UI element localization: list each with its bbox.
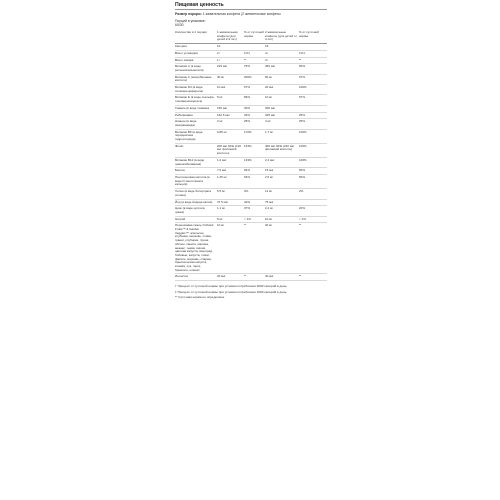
nutrient-value: 20 мг: [265, 223, 299, 274]
nutrient-value: 200%: [244, 74, 265, 84]
nutrient-name: Витамин B12 (в виде цианокобаламина): [175, 157, 215, 167]
footnote: † Процент от суточной нормы при условии потребления 2000 калорий в день.: [175, 284, 288, 289]
nutrient-value: 60 мг: [265, 74, 299, 84]
footnotes: [175, 284, 327, 301]
nutrient-value: 2,4 мкг: [265, 157, 299, 167]
nutrient-name: Йод (в виде йодида калия): [175, 199, 215, 206]
nutrient-value: 83%: [244, 95, 265, 105]
nutrient-value: 5,5 мг: [215, 189, 244, 199]
nutrient-value: 200 мкг DFE (120 мкг фолиевой кислоты): [215, 143, 244, 157]
nutrient-value: < 1%: [244, 216, 265, 223]
nutrient-value: < 1%: [299, 216, 327, 223]
nutrient-value: **: [299, 223, 327, 274]
nutrient-value: 1,1 мг: [215, 206, 244, 216]
nutrient-value: 37,5 мкг: [215, 199, 244, 206]
table-row: [175, 119, 327, 129]
serving-size-label: Размер порции:: [175, 12, 202, 16]
nutrient-value: 1,2 мкг: [215, 157, 244, 167]
nutrient-value: 40 мкг: [265, 274, 299, 281]
nutrient-value: [299, 105, 327, 112]
nutrient-value: 400 мкг DFE (240 мкг фолиевой кислоты): [265, 143, 299, 157]
table-row: [175, 174, 327, 188]
nutrient-value: [299, 44, 327, 51]
nutrition-table: [175, 30, 327, 281]
nutrient-name: Холин (в виде битартрата холина): [175, 189, 215, 199]
table-row: [175, 112, 327, 119]
nutrient-value: 37%: [244, 206, 265, 216]
column-header: Количество в 1 порции: [175, 30, 215, 44]
column-header: % от суточной нормы: [299, 30, 327, 44]
nutrient-value: 2 г: [215, 50, 244, 57]
footnote: ‡ Процент от суточной нормы при условии потребления 1000 калорий в день.: [175, 289, 288, 294]
table-row: [175, 143, 327, 157]
column-header: % от суточной нормы: [244, 30, 265, 44]
panel-title: Пищевая ценность: [175, 2, 327, 10]
nutrient-value: 67%: [299, 74, 327, 84]
table-row: [175, 50, 327, 57]
nutrient-value: 20%: [299, 206, 327, 216]
nutrient-value: 4 г: [265, 50, 299, 57]
table-row: [175, 57, 327, 64]
nutrient-value: 15 мкг: [265, 168, 299, 175]
table-row: [175, 157, 327, 167]
nutrient-name: Тиамин (в виде тиамина: [175, 105, 215, 112]
nutrient-value: 223 мкг: [215, 64, 244, 74]
nutrient-value: 5 мг: [215, 95, 244, 105]
nutrient-value: 3%: [244, 189, 265, 199]
header-row: [175, 30, 327, 44]
nutrient-value: 2,2 мг: [265, 206, 299, 216]
servings-per-container: [175, 19, 327, 27]
nutrient-value: 50%: [299, 174, 327, 188]
nutrient-value: 450 мкг: [265, 64, 299, 74]
nutrient-value: 25%: [244, 119, 265, 129]
nutrient-value: **: [299, 274, 327, 281]
nutrient-name: Витамин С (аскорбиновая кислота): [175, 74, 215, 84]
nutrient-value: 10 мг: [265, 216, 299, 223]
table-row: [175, 216, 327, 223]
nutrient-value: 0,85 мг: [215, 129, 244, 143]
nutrient-value: 100%: [299, 157, 327, 167]
table-row: [175, 129, 327, 143]
nutrient-value: **: [299, 57, 327, 64]
nutrient-value: 42%: [244, 199, 265, 206]
table-row: [175, 223, 327, 274]
nutrient-value: **: [244, 57, 265, 64]
nutrient-value: 11 мг: [265, 189, 299, 199]
nutrient-value: 300 мкг: [265, 105, 299, 112]
serving-size: [175, 12, 327, 16]
nutrition-table-header: [175, 30, 327, 44]
nutrient-value: 33%: [244, 112, 265, 119]
nutrient-value: 3 г: [265, 57, 299, 64]
nutrient-value: 2%: [299, 189, 327, 199]
nutrient-name: Пантотеновая кислота (в виде D-пантотената кальция): [175, 174, 215, 188]
nutrient-name: Всего углеводов: [175, 50, 215, 57]
nutrient-value: 133%: [244, 143, 265, 157]
nutrient-value: 25%: [299, 112, 327, 119]
nutrient-name: Фолат: [175, 143, 215, 157]
nutrient-name: Витамин B6 (в виде пиридоксина гидрохлорида): [175, 129, 215, 143]
nutrient-value: 1,25 мг: [215, 174, 244, 188]
table-row: [175, 85, 327, 95]
nutrient-value: 1,7 мг: [265, 129, 299, 143]
nutrient-name: Всего сахара: [175, 57, 215, 64]
nutrient-value: 100%: [299, 85, 327, 95]
nutrient-value: 50%: [299, 168, 327, 175]
nutrient-value: 30%: [244, 105, 265, 112]
table-row: [175, 206, 327, 216]
serving-size-value: 1 жевательная конфета (2 жевательные конфеты: [202, 12, 281, 16]
nutrient-name: Натрий: [175, 216, 215, 223]
table-row: [175, 44, 327, 51]
nutrient-name: Калории: [175, 44, 215, 51]
nutrient-value: 100%: [299, 129, 327, 143]
nutrient-name: Витамин Е (в виде d-альфа токоферилацетата): [175, 95, 215, 105]
nutrient-value: **: [244, 274, 265, 281]
nutrient-value: 15: [265, 44, 299, 51]
table-row: [175, 189, 327, 199]
nutrient-value: 75 мкг: [265, 199, 299, 206]
nutrient-value: 1 г: [215, 57, 244, 64]
column-header: 1 жевательная конфета (для детей 2-3 лет): [215, 30, 244, 44]
nutrition-table-body: [175, 44, 327, 281]
nutrient-value: 325 мкг: [265, 112, 299, 119]
nutrient-name: Инозитол: [175, 274, 215, 281]
nutrient-value: 20 мкг: [265, 85, 299, 95]
table-row: [175, 74, 327, 84]
nutrient-value: 63%: [244, 174, 265, 188]
nutrient-value: 7,5 мкг: [215, 168, 244, 175]
nutrient-value: 10 мг: [265, 95, 299, 105]
nutrient-value: 133%: [244, 157, 265, 167]
footnote: ** Суточная норма не определена.: [175, 295, 225, 300]
nutrient-name: Цинк (в виде цитрата цинка): [175, 206, 215, 216]
nutrient-value: 100%: [299, 143, 327, 157]
nutrient-value: 162,5 мкг: [215, 112, 244, 119]
nutrient-name: Ниацин (в виде ниацинамида): [175, 119, 215, 129]
table-row: [175, 105, 327, 112]
nutrient-value: 5 мг: [215, 216, 244, 223]
table-row: [175, 274, 327, 281]
nutrient-value: 67%: [244, 85, 265, 95]
nutrient-value: 150 мкг: [215, 105, 244, 112]
nutrient-value: 20 мкг: [215, 274, 244, 281]
nutrient-value: 10: [215, 44, 244, 51]
table-row: [175, 64, 327, 74]
nutrient-value: 25%: [299, 119, 327, 129]
nutrient-value: [299, 199, 327, 206]
nutrient-value: 1%‡: [244, 50, 265, 57]
nutrient-value: **: [244, 223, 265, 274]
nutrient-value: 2,5 мг: [265, 174, 299, 188]
nutrient-value: 4 мг: [265, 119, 299, 129]
servings-per-container-value: 60/30: [175, 23, 184, 27]
servings-per-container-label: Порций в упаковке:: [175, 19, 206, 23]
table-row: [175, 95, 327, 105]
nutrient-value: 10 мкг: [215, 85, 244, 95]
nutrient-name: Витамин D3 (в виде холекальциферола): [175, 85, 215, 95]
nutrient-value: [244, 44, 265, 51]
table-row: [175, 199, 327, 206]
nutrient-name: Рибофлавин: [175, 112, 215, 119]
nutrient-value: 75%: [244, 64, 265, 74]
nutrient-name: Витамин А (в виде ретинилпальмитата): [175, 64, 215, 74]
column-header: 2 жевательные конфеты (для детей от 4 лет): [265, 30, 299, 44]
nutrient-value: 1%‡: [299, 50, 327, 57]
nutrient-value: 2 мг: [215, 119, 244, 129]
nutrient-name: Биотин: [175, 168, 215, 175]
nutrient-value: 10 мг: [215, 223, 244, 274]
nutrient-value: 94%: [244, 168, 265, 175]
nutrient-value: 170%: [244, 129, 265, 143]
nutrient-name: Порошковая смесь Orchard Fruits™ & Garden Veggies™: апельсин, клубника, морковь, слива, гранат, клубника, груша, яблоко, свекла, малина, ананас, тыква, вишня, цветная капуста, виноград, бобовые, капуста, томат, фасоль, морковь, спаржа, брюссельская капуста, клюква, лук, горох, брокколи, шпинат: [175, 223, 215, 274]
nutrient-value: 50%: [299, 64, 327, 74]
nutrient-value: 30 мг: [215, 74, 244, 84]
table-row: [175, 168, 327, 175]
nutrition-facts-panel: [175, 2, 327, 301]
nutrient-value: 67%: [299, 95, 327, 105]
